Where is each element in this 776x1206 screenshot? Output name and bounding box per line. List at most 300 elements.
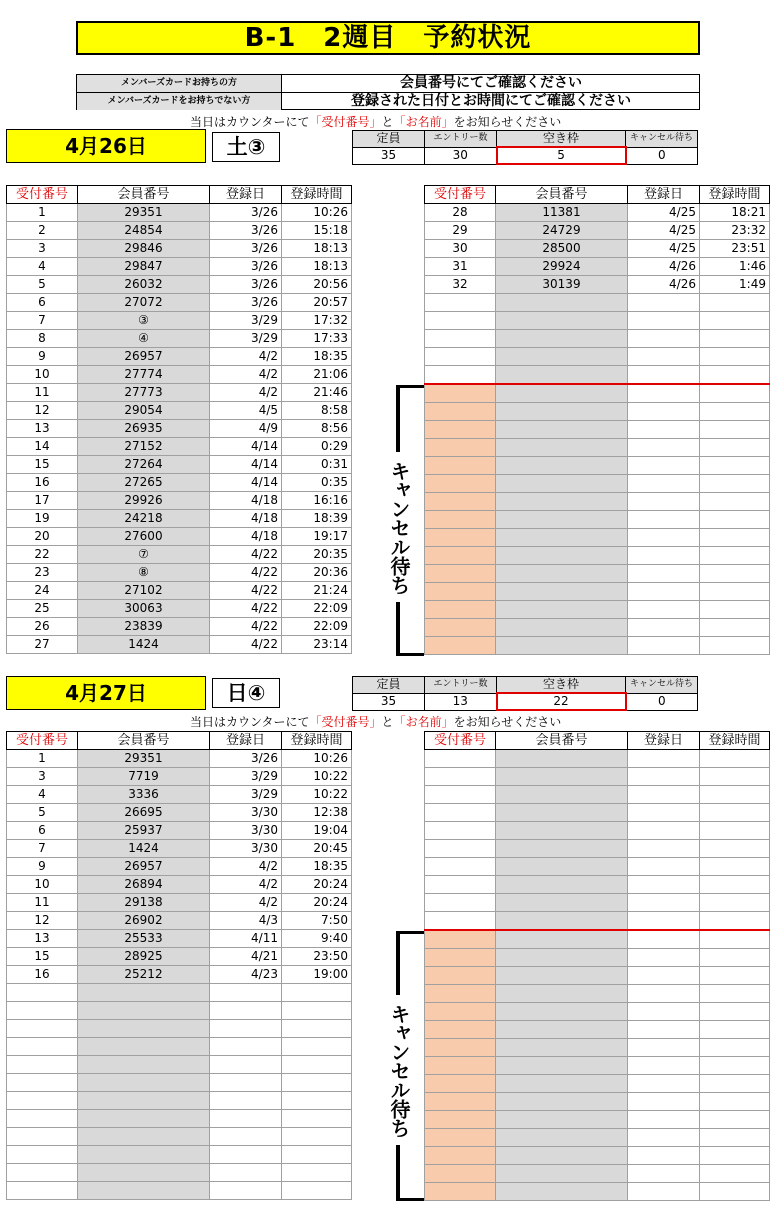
table-row bbox=[425, 421, 770, 439]
cell-member-number bbox=[496, 601, 628, 619]
cell-receipt-number bbox=[425, 1075, 496, 1093]
cell-member-number: 29847 bbox=[78, 258, 210, 276]
cell-member-number bbox=[496, 949, 628, 967]
cell-receipt-number bbox=[425, 637, 496, 655]
table-row bbox=[7, 258, 352, 276]
cell-receipt-number bbox=[425, 1093, 496, 1111]
cell-reg-date bbox=[210, 984, 282, 1002]
table-row bbox=[425, 840, 770, 858]
cell-reg-time: 0:35 bbox=[282, 474, 352, 492]
cell-receipt-number bbox=[7, 1002, 78, 1020]
cell-member-number: 29138 bbox=[78, 894, 210, 912]
cell-receipt-number: 29 bbox=[425, 222, 496, 240]
cell-member-number bbox=[496, 366, 628, 385]
cell-member-number bbox=[78, 984, 210, 1002]
cell-reg-date bbox=[628, 565, 700, 583]
cell-member-number bbox=[78, 1056, 210, 1074]
cell-receipt-number: 28 bbox=[425, 204, 496, 222]
table-row bbox=[7, 768, 352, 786]
cell-member-number bbox=[78, 1128, 210, 1146]
table-row bbox=[7, 1092, 352, 1110]
cell-reg-date bbox=[628, 985, 700, 1003]
cell-receipt-number bbox=[7, 984, 78, 1002]
cell-member-number bbox=[78, 1146, 210, 1164]
cell-reg-date bbox=[628, 312, 700, 330]
cell-receipt-number bbox=[7, 1056, 78, 1074]
info-label-member: メンバーズカードお持ちの方 bbox=[77, 75, 282, 92]
cell-reg-date: 4/2 bbox=[210, 348, 282, 366]
table-row bbox=[425, 1075, 770, 1093]
stat-header-entries: エントリー数 bbox=[425, 131, 497, 148]
cell-reg-time: 1:49 bbox=[700, 276, 770, 294]
cell-receipt-number bbox=[425, 366, 496, 385]
cell-member-number: 1424 bbox=[78, 636, 210, 654]
cell-reg-date bbox=[628, 768, 700, 786]
notice-day2: 当日はカウンターにて「受付番号」と「お名前」をお知らせください bbox=[190, 715, 562, 729]
table-row bbox=[425, 511, 770, 529]
cell-reg-date: 4/25 bbox=[628, 240, 700, 258]
table-day2-left bbox=[6, 731, 352, 1200]
table-row bbox=[425, 858, 770, 876]
cell-member-number: 29846 bbox=[78, 240, 210, 258]
cell-reg-time bbox=[700, 457, 770, 475]
table-row bbox=[425, 276, 770, 294]
cell-reg-time bbox=[700, 1039, 770, 1057]
cell-receipt-number: 1 bbox=[7, 750, 78, 768]
cell-reg-time: 16:16 bbox=[282, 492, 352, 510]
table-row bbox=[7, 582, 352, 600]
cell-receipt-number bbox=[425, 1039, 496, 1057]
cell-reg-time bbox=[700, 619, 770, 637]
cell-member-number: 30063 bbox=[78, 600, 210, 618]
cell-member-number: 24854 bbox=[78, 222, 210, 240]
cell-reg-time: 18:21 bbox=[700, 204, 770, 222]
cell-member-number bbox=[496, 1057, 628, 1075]
col-header-time: 登録時間 bbox=[282, 732, 352, 750]
cancel-label-day2: キャンセル待ち bbox=[384, 995, 414, 1145]
table-row bbox=[7, 750, 352, 768]
table-row bbox=[7, 1074, 352, 1092]
cell-reg-date: 4/22 bbox=[210, 564, 282, 582]
cell-reg-time: 1:46 bbox=[700, 258, 770, 276]
cell-reg-time bbox=[700, 1147, 770, 1165]
cell-reg-time bbox=[700, 1111, 770, 1129]
cell-member-number bbox=[496, 822, 628, 840]
table-row bbox=[425, 930, 770, 949]
cell-reg-time: 22:09 bbox=[282, 618, 352, 636]
cell-receipt-number: 9 bbox=[7, 858, 78, 876]
cell-member-number bbox=[496, 858, 628, 876]
cell-reg-date bbox=[210, 1164, 282, 1182]
table-row bbox=[425, 475, 770, 493]
cell-receipt-number: 19 bbox=[7, 510, 78, 528]
col-header-date: 登録日 bbox=[628, 732, 700, 750]
stat-waitlist: 0 bbox=[626, 693, 698, 710]
cell-reg-time bbox=[700, 894, 770, 912]
table-row bbox=[425, 529, 770, 547]
cell-reg-time bbox=[700, 930, 770, 949]
cell-reg-date bbox=[628, 583, 700, 601]
cell-reg-date bbox=[628, 475, 700, 493]
cell-reg-date: 3/26 bbox=[210, 750, 282, 768]
table-row bbox=[7, 912, 352, 930]
stat-waitlist: 0 bbox=[626, 147, 698, 164]
table-row bbox=[425, 804, 770, 822]
cell-member-number: ⑦ bbox=[78, 546, 210, 564]
table-row bbox=[425, 768, 770, 786]
cell-member-number bbox=[78, 1002, 210, 1020]
stats-day2 bbox=[352, 676, 698, 711]
cell-member-number bbox=[496, 967, 628, 985]
cell-reg-time: 0:29 bbox=[282, 438, 352, 456]
cell-reg-time bbox=[700, 804, 770, 822]
cell-receipt-number bbox=[7, 1182, 78, 1200]
cell-reg-time bbox=[282, 1002, 352, 1020]
table-row bbox=[425, 1129, 770, 1147]
cell-receipt-number: 25 bbox=[7, 600, 78, 618]
table-row bbox=[7, 276, 352, 294]
cell-receipt-number: 13 bbox=[7, 420, 78, 438]
cell-member-number: 27072 bbox=[78, 294, 210, 312]
cell-member-number bbox=[496, 547, 628, 565]
info-value-member: 会員番号にてご確認ください bbox=[400, 75, 582, 91]
cell-member-number: 30139 bbox=[496, 276, 628, 294]
cell-receipt-number bbox=[425, 1165, 496, 1183]
cell-reg-date: 4/26 bbox=[628, 276, 700, 294]
cell-reg-date: 4/22 bbox=[210, 600, 282, 618]
cell-reg-time: 7:50 bbox=[282, 912, 352, 930]
cell-member-number bbox=[78, 1164, 210, 1182]
table-row bbox=[425, 294, 770, 312]
cell-reg-date bbox=[628, 876, 700, 894]
cell-reg-time bbox=[282, 1164, 352, 1182]
table-row bbox=[425, 985, 770, 1003]
cell-reg-time: 17:33 bbox=[282, 330, 352, 348]
cell-reg-date bbox=[210, 1074, 282, 1092]
cell-reg-date bbox=[628, 786, 700, 804]
cell-receipt-number bbox=[425, 786, 496, 804]
cell-reg-time: 10:22 bbox=[282, 786, 352, 804]
cell-reg-time bbox=[700, 330, 770, 348]
cell-receipt-number: 22 bbox=[7, 546, 78, 564]
cell-reg-date bbox=[628, 403, 700, 421]
cell-member-number bbox=[496, 619, 628, 637]
cell-receipt-number bbox=[425, 840, 496, 858]
cell-member-number: ③ bbox=[78, 312, 210, 330]
table-row bbox=[7, 456, 352, 474]
table-row bbox=[7, 1020, 352, 1038]
info-box bbox=[76, 74, 700, 110]
cell-reg-date bbox=[210, 1110, 282, 1128]
cell-reg-time bbox=[700, 529, 770, 547]
cell-reg-date bbox=[628, 804, 700, 822]
cell-reg-time bbox=[700, 565, 770, 583]
cell-reg-date: 3/30 bbox=[210, 822, 282, 840]
cell-receipt-number bbox=[425, 1057, 496, 1075]
cell-reg-time: 22:09 bbox=[282, 600, 352, 618]
cell-reg-time bbox=[700, 768, 770, 786]
table-row bbox=[425, 786, 770, 804]
cell-member-number bbox=[496, 804, 628, 822]
cell-receipt-number bbox=[425, 294, 496, 312]
cell-reg-time bbox=[700, 949, 770, 967]
cell-member-number bbox=[496, 1075, 628, 1093]
cell-reg-time bbox=[700, 1021, 770, 1039]
cell-member-number bbox=[496, 348, 628, 366]
cell-member-number: 26032 bbox=[78, 276, 210, 294]
cell-reg-date: 4/26 bbox=[628, 258, 700, 276]
table-row bbox=[7, 510, 352, 528]
cell-reg-date bbox=[628, 366, 700, 385]
cell-reg-time: 20:45 bbox=[282, 840, 352, 858]
cell-reg-time bbox=[282, 1146, 352, 1164]
stat-open: 5 bbox=[497, 147, 626, 164]
cell-reg-time bbox=[282, 1092, 352, 1110]
cell-reg-date bbox=[210, 1146, 282, 1164]
table-row bbox=[7, 1110, 352, 1128]
cell-reg-date bbox=[210, 1038, 282, 1056]
cell-reg-date: 4/14 bbox=[210, 456, 282, 474]
cell-receipt-number bbox=[7, 1128, 78, 1146]
stat-header-open: 空き枠 bbox=[497, 131, 626, 148]
cell-reg-date bbox=[210, 1020, 282, 1038]
cell-reg-time: 18:13 bbox=[282, 240, 352, 258]
cell-reg-date bbox=[628, 457, 700, 475]
table-row bbox=[7, 876, 352, 894]
cell-member-number: 7719 bbox=[78, 768, 210, 786]
cell-receipt-number bbox=[425, 348, 496, 366]
cell-reg-time: 21:06 bbox=[282, 366, 352, 384]
cell-receipt-number bbox=[425, 403, 496, 421]
cell-reg-time: 20:35 bbox=[282, 546, 352, 564]
cell-reg-date bbox=[628, 637, 700, 655]
table-row bbox=[7, 402, 352, 420]
table-row bbox=[425, 949, 770, 967]
cell-member-number bbox=[496, 330, 628, 348]
cell-member-number bbox=[496, 894, 628, 912]
cell-receipt-number: 1 bbox=[7, 204, 78, 222]
cell-reg-time bbox=[700, 912, 770, 931]
col-header-member: 会員番号 bbox=[78, 186, 210, 204]
cell-reg-date bbox=[628, 967, 700, 985]
cell-reg-date bbox=[628, 912, 700, 931]
table-row bbox=[7, 240, 352, 258]
cell-reg-date bbox=[628, 930, 700, 949]
table-row bbox=[425, 601, 770, 619]
table-day1-right bbox=[424, 185, 770, 655]
cell-receipt-number bbox=[425, 1111, 496, 1129]
cell-receipt-number bbox=[7, 1146, 78, 1164]
cell-member-number bbox=[496, 1003, 628, 1021]
cell-member-number bbox=[496, 1039, 628, 1057]
cell-reg-time bbox=[700, 583, 770, 601]
cell-reg-date bbox=[628, 1075, 700, 1093]
cell-reg-date: 3/26 bbox=[210, 276, 282, 294]
cell-reg-time bbox=[700, 876, 770, 894]
cell-reg-time bbox=[700, 493, 770, 511]
cell-reg-time bbox=[700, 348, 770, 366]
stat-capacity: 35 bbox=[353, 693, 425, 710]
cell-reg-date: 3/29 bbox=[210, 330, 282, 348]
cell-reg-time: 12:38 bbox=[282, 804, 352, 822]
cell-reg-date bbox=[628, 840, 700, 858]
cell-member-number bbox=[496, 768, 628, 786]
cell-receipt-number: 6 bbox=[7, 822, 78, 840]
cell-receipt-number: 20 bbox=[7, 528, 78, 546]
cell-reg-date: 3/29 bbox=[210, 786, 282, 804]
table-row bbox=[425, 876, 770, 894]
table-row bbox=[425, 204, 770, 222]
cell-reg-time: 17:32 bbox=[282, 312, 352, 330]
cell-member-number bbox=[496, 529, 628, 547]
table-row bbox=[425, 403, 770, 421]
cell-member-number bbox=[496, 1183, 628, 1201]
cell-receipt-number bbox=[425, 967, 496, 985]
cell-reg-time: 20:24 bbox=[282, 894, 352, 912]
cell-reg-time bbox=[282, 984, 352, 1002]
cell-receipt-number bbox=[425, 511, 496, 529]
cell-member-number bbox=[78, 1038, 210, 1056]
table-row bbox=[425, 750, 770, 768]
cell-receipt-number bbox=[425, 421, 496, 439]
table-row bbox=[425, 312, 770, 330]
cell-reg-time bbox=[282, 1110, 352, 1128]
cell-reg-date: 3/30 bbox=[210, 804, 282, 822]
cell-reg-date bbox=[210, 1092, 282, 1110]
cell-reg-date bbox=[628, 1003, 700, 1021]
table-row bbox=[425, 1021, 770, 1039]
cell-reg-time bbox=[700, 637, 770, 655]
cell-member-number: 27102 bbox=[78, 582, 210, 600]
cell-reg-date: 4/14 bbox=[210, 438, 282, 456]
cell-member-number: 11381 bbox=[496, 204, 628, 222]
col-header-receipt: 受付番号 bbox=[7, 186, 78, 204]
cell-member-number bbox=[496, 985, 628, 1003]
stat-entries: 13 bbox=[425, 693, 497, 710]
cell-member-number bbox=[496, 1147, 628, 1165]
table-row bbox=[7, 1038, 352, 1056]
cell-reg-time bbox=[282, 1038, 352, 1056]
cell-reg-time bbox=[700, 985, 770, 1003]
cell-reg-time bbox=[700, 294, 770, 312]
cell-receipt-number bbox=[425, 894, 496, 912]
cell-member-number: 24729 bbox=[496, 222, 628, 240]
cell-receipt-number bbox=[425, 750, 496, 768]
date-day1: 4月26日 bbox=[6, 129, 206, 163]
cell-receipt-number: 13 bbox=[7, 930, 78, 948]
cell-reg-date bbox=[628, 1021, 700, 1039]
cell-receipt-number bbox=[425, 804, 496, 822]
cell-receipt-number bbox=[425, 949, 496, 967]
table-row bbox=[425, 240, 770, 258]
cell-receipt-number: 26 bbox=[7, 618, 78, 636]
col-header-date: 登録日 bbox=[628, 186, 700, 204]
cell-reg-date: 4/2 bbox=[210, 876, 282, 894]
cell-member-number bbox=[496, 384, 628, 403]
table-row bbox=[425, 1093, 770, 1111]
cell-receipt-number: 16 bbox=[7, 966, 78, 984]
cell-reg-date bbox=[628, 1111, 700, 1129]
cell-reg-date: 4/2 bbox=[210, 858, 282, 876]
cell-reg-date bbox=[628, 294, 700, 312]
cell-reg-date bbox=[628, 1147, 700, 1165]
cell-reg-date bbox=[628, 547, 700, 565]
cell-receipt-number bbox=[425, 583, 496, 601]
table-row bbox=[7, 786, 352, 804]
cell-reg-time bbox=[700, 840, 770, 858]
cell-receipt-number bbox=[425, 493, 496, 511]
stat-header-capacity: 定員 bbox=[353, 677, 425, 694]
cell-receipt-number: 30 bbox=[425, 240, 496, 258]
cell-reg-date: 4/2 bbox=[210, 894, 282, 912]
cell-member-number bbox=[496, 930, 628, 949]
table-row bbox=[425, 493, 770, 511]
cell-receipt-number: 12 bbox=[7, 912, 78, 930]
table-row bbox=[7, 528, 352, 546]
table-row bbox=[425, 1039, 770, 1057]
cell-receipt-number: 5 bbox=[7, 276, 78, 294]
cell-member-number: 25533 bbox=[78, 930, 210, 948]
cell-reg-time: 23:14 bbox=[282, 636, 352, 654]
cell-reg-date: 4/22 bbox=[210, 618, 282, 636]
col-header-receipt: 受付番号 bbox=[425, 186, 496, 204]
cell-reg-date: 3/26 bbox=[210, 204, 282, 222]
cell-reg-time bbox=[700, 421, 770, 439]
stat-header-waitlist: キャンセル待ち bbox=[626, 677, 698, 694]
cell-member-number: 27152 bbox=[78, 438, 210, 456]
cell-member-number: 25937 bbox=[78, 822, 210, 840]
cell-reg-time: 0:31 bbox=[282, 456, 352, 474]
table-row bbox=[7, 564, 352, 582]
stats-day1 bbox=[352, 130, 698, 165]
cell-member-number bbox=[496, 840, 628, 858]
cell-reg-time bbox=[282, 1128, 352, 1146]
cell-member-number: ④ bbox=[78, 330, 210, 348]
cell-member-number bbox=[496, 1021, 628, 1039]
cell-reg-date bbox=[628, 330, 700, 348]
cell-receipt-number: 31 bbox=[425, 258, 496, 276]
cell-member-number bbox=[496, 1165, 628, 1183]
table-row bbox=[425, 457, 770, 475]
table-row bbox=[7, 984, 352, 1002]
stat-entries: 30 bbox=[425, 147, 497, 164]
cell-member-number: 3336 bbox=[78, 786, 210, 804]
stat-header-capacity: 定員 bbox=[353, 131, 425, 148]
table-row bbox=[7, 1182, 352, 1200]
cell-receipt-number: 4 bbox=[7, 786, 78, 804]
cell-member-number bbox=[496, 493, 628, 511]
cell-member-number bbox=[496, 876, 628, 894]
cell-receipt-number bbox=[425, 985, 496, 1003]
cell-receipt-number bbox=[425, 1183, 496, 1201]
cell-member-number bbox=[496, 439, 628, 457]
cell-member-number bbox=[496, 786, 628, 804]
info-label-nonmember: メンバーズカードをお持ちでない方 bbox=[77, 92, 282, 110]
cell-reg-date bbox=[210, 1002, 282, 1020]
cell-reg-date bbox=[628, 601, 700, 619]
table-row bbox=[425, 366, 770, 385]
cell-reg-date bbox=[628, 511, 700, 529]
cell-reg-date: 4/2 bbox=[210, 366, 282, 384]
cell-reg-time bbox=[700, 312, 770, 330]
cell-receipt-number: 2 bbox=[7, 222, 78, 240]
cell-reg-time bbox=[700, 786, 770, 804]
cell-reg-time: 18:35 bbox=[282, 348, 352, 366]
cell-member-number bbox=[496, 1129, 628, 1147]
cell-reg-date bbox=[628, 1057, 700, 1075]
cell-receipt-number bbox=[425, 565, 496, 583]
cell-reg-date: 4/9 bbox=[210, 420, 282, 438]
